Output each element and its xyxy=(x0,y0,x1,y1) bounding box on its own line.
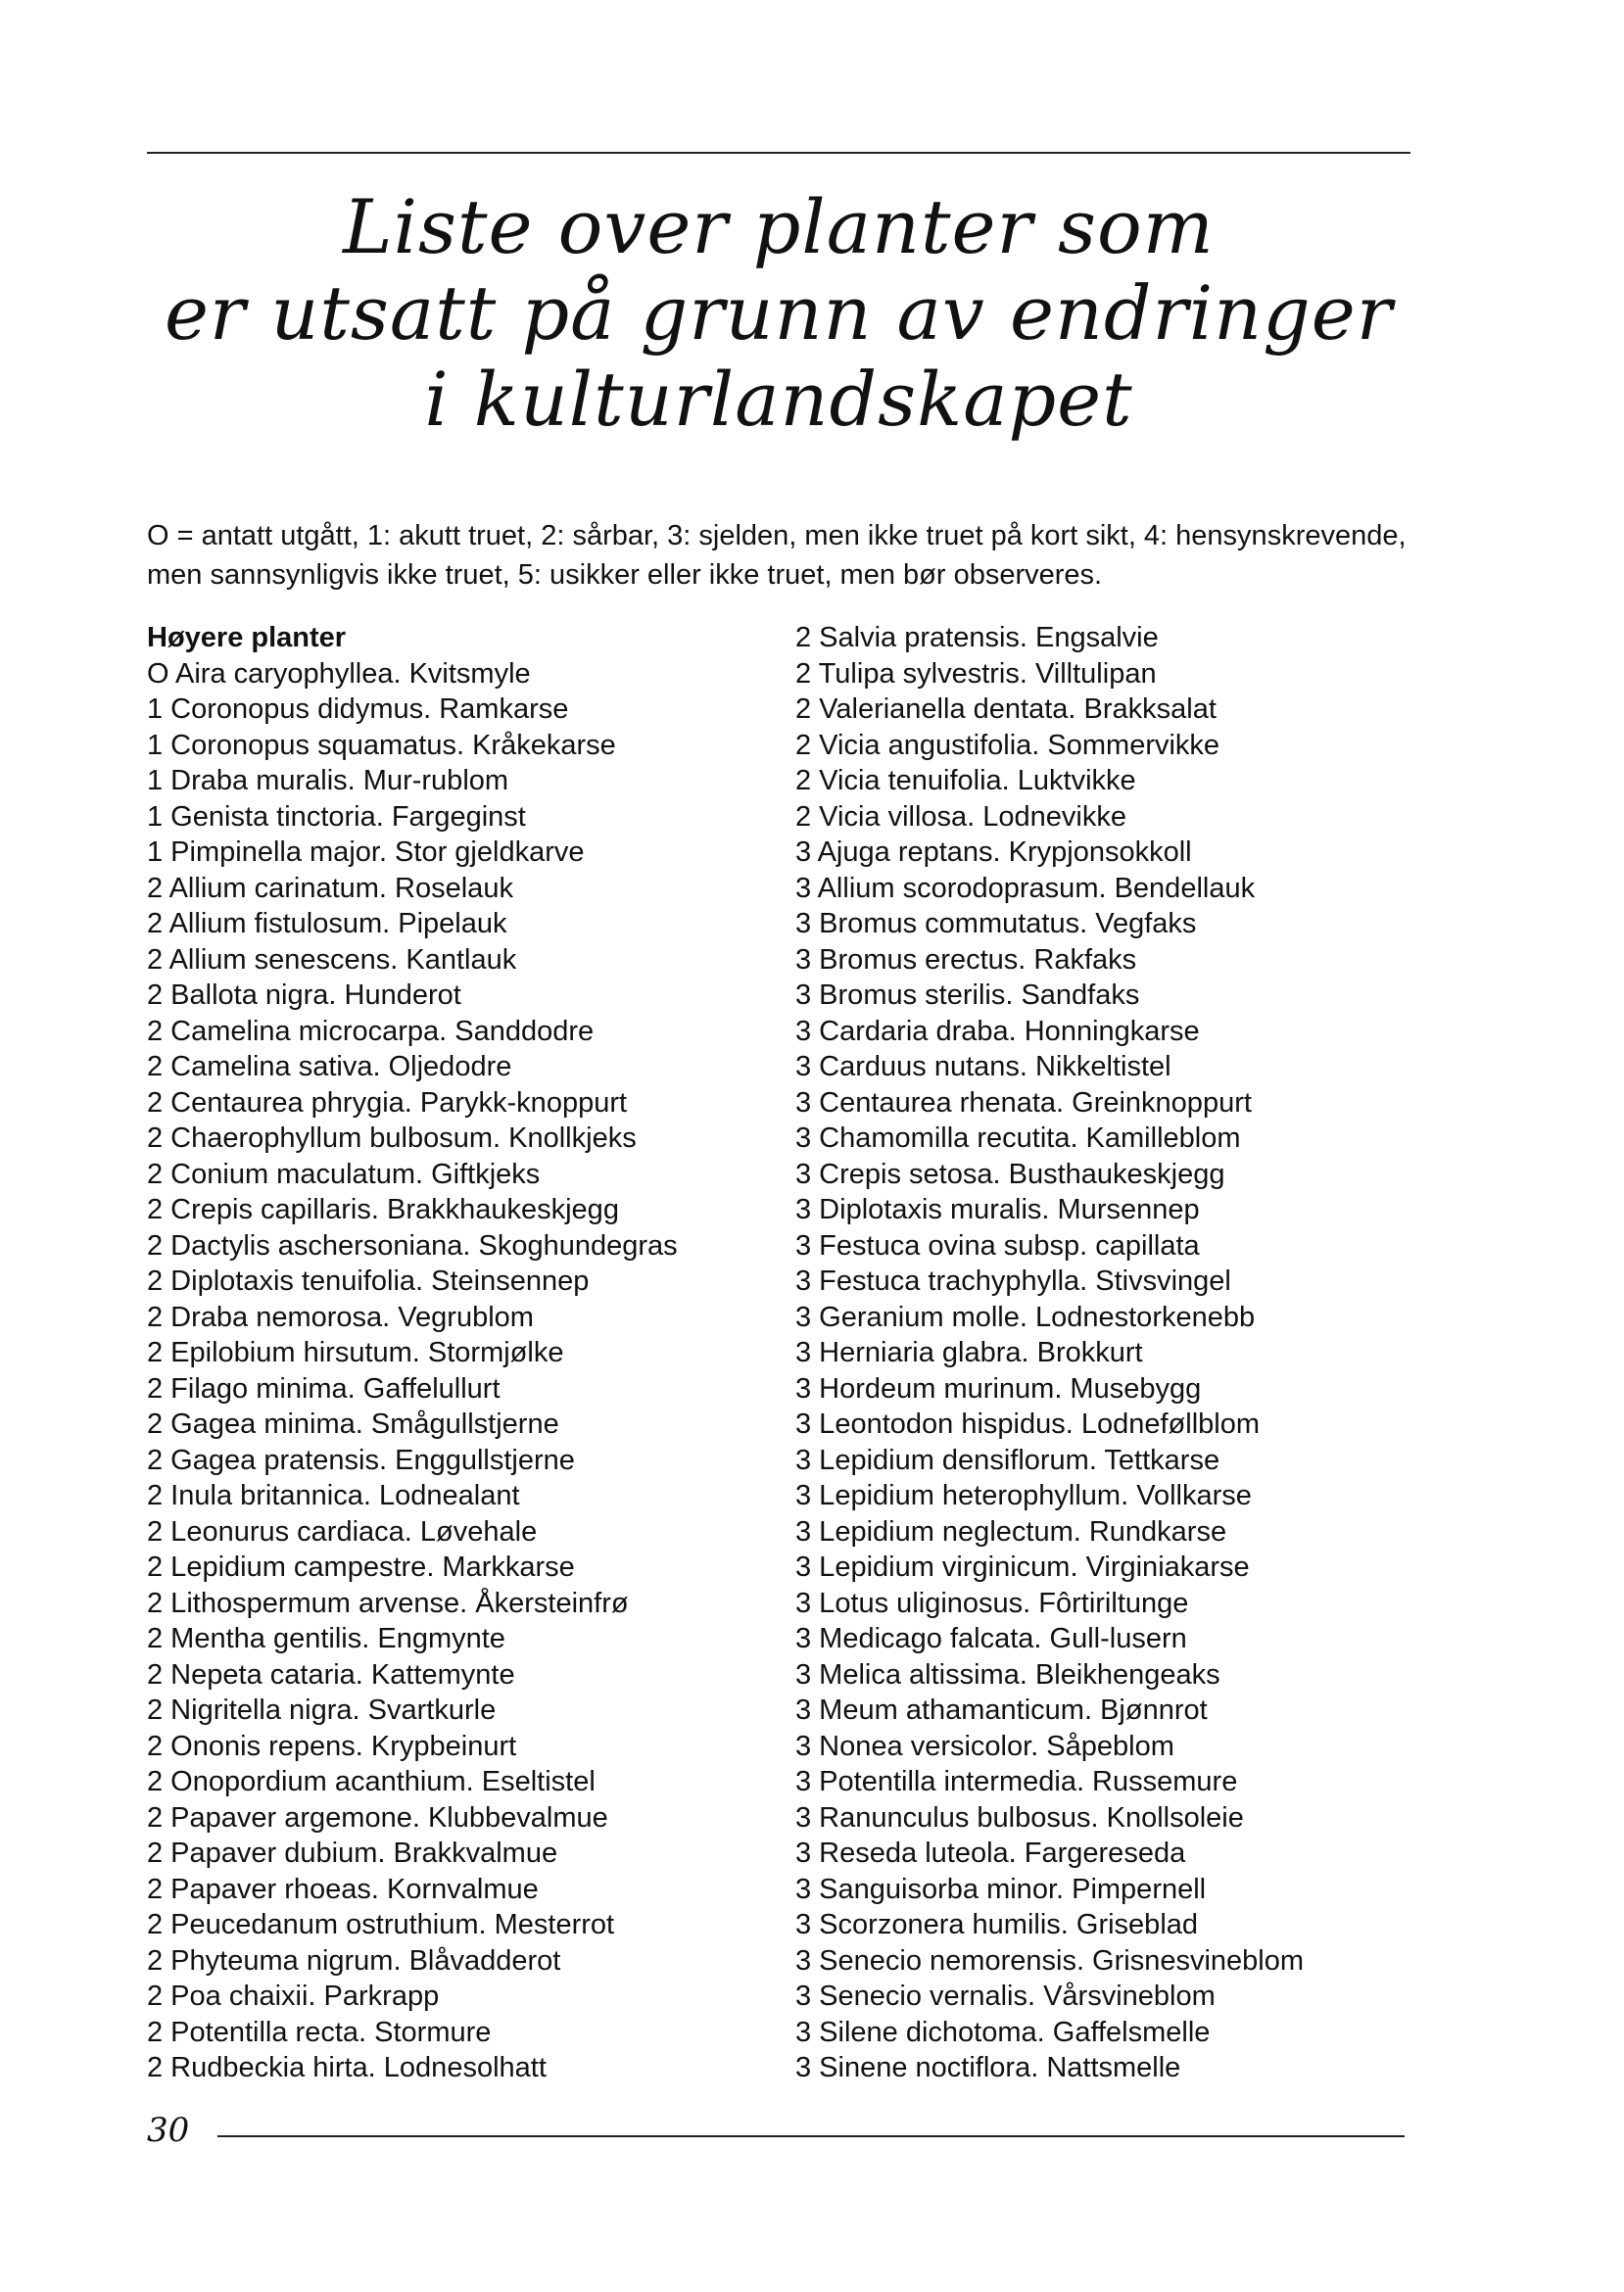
plant-list-item: 2 Salvia pratensis. Engsalvie xyxy=(795,622,1159,653)
plant-list-item: 3 Festuca trachyphylla. Stivsvingel xyxy=(795,1265,1231,1297)
plant-list-item: 2 Rudbeckia hirta. Lodnesolhatt xyxy=(147,2052,547,2083)
plant-list-item: 3 Carduus nutans. Nikkeltistel xyxy=(795,1051,1171,1082)
plant-list-item: 1 Genista tinctoria. Fargeginst xyxy=(147,800,526,833)
plant-list-item: 2 Poa chaixii. Parkrapp xyxy=(147,1981,440,2012)
plant-list-item: 3 Lepidium virginicum. Virginiakarse xyxy=(795,1552,1250,1583)
plant-list-item: 2 Lepidium campestre. Markkarse xyxy=(147,1552,575,1583)
plant-list-item: 2 Valerianella dentata. Brakksalat xyxy=(795,693,1217,725)
plant-list-item: 3 Lotus uliginosus. Fôrtiriltunge xyxy=(795,1587,1189,1619)
legend-line: men sannsynligvis ikke truet, 5: usikker eller ikke truet, men bør observeres. xyxy=(147,559,1103,591)
plant-list-item: 3 Lepidium heterophyllum. Vollkarse xyxy=(795,1480,1252,1511)
title-line: i kulturlandskapet xyxy=(424,356,1133,443)
plant-list-item: 2 Gagea minima. Smågullstjerne xyxy=(147,1409,559,1440)
plant-list-item: 3 Lepidium densiflorum. Tettkarse xyxy=(795,1444,1220,1476)
plant-list-item: 2 Allium senescens. Kantlauk xyxy=(147,943,517,976)
plant-list-item: 3 Potentilla intermedia. Russemure xyxy=(795,1766,1238,1797)
plant-list-item: 3 Senecio nemorensis. Grisnesvineblom xyxy=(795,1944,1305,1977)
threat-category-legend xyxy=(147,516,1420,595)
title-line: er utsatt på grunn av endringer xyxy=(164,269,1394,357)
plant-list-item: 2 Gagea pratensis. Enggullstjerne xyxy=(147,1444,575,1476)
plant-list-item: 2 Nigritella nigra. Svartkurle xyxy=(147,1695,497,1726)
plant-list-item: 2 Ballota nigra. Hunderot xyxy=(147,979,461,1011)
plant-list-item: 3 Geranium molle. Lodnestorkenebb xyxy=(795,1301,1256,1333)
plant-list-item: 3 Lepidium neglectum. Rundkarse xyxy=(795,1515,1227,1548)
plant-list-item: 2 Papaver rhoeas. Kornvalmue xyxy=(147,1873,539,1905)
plant-list-item: 2 Ononis repens. Krypbeinurt xyxy=(147,1730,517,1762)
plant-list-item: 3 Chamomilla recutita. Kamilleblom xyxy=(795,1122,1241,1154)
top-rule xyxy=(147,152,1410,154)
plant-list-item: 2 Epilobium hirsutum. Stormjølke xyxy=(147,1337,564,1368)
plant-list-item: 2 Lithospermum arvense. Åkersteinfrø xyxy=(147,1587,629,1619)
legend-line: O = antatt utgått, 1: akutt truet, 2: sårbar, 3: sjelden, men ikke truet på kort sikt, 4: hensynskrevende, xyxy=(147,520,1407,551)
plant-list-item: 2 Papaver dubium. Brakkvalmue xyxy=(147,1838,558,1869)
plant-list-item: 1 Coronopus didymus. Ramkarse xyxy=(147,693,569,725)
plant-list-item: 3 Meum athamanticum. Bjønnrot xyxy=(795,1695,1208,1726)
plant-list-item: 3 Bromus sterilis. Sandfaks xyxy=(795,979,1140,1011)
plant-list-item: 2 Allium carinatum. Roselauk xyxy=(147,872,513,904)
plant-list-item: 2 Onopordium acanthium. Eseltistel xyxy=(147,1766,596,1797)
plant-list-item: 2 Allium fistulosum. Pipelauk xyxy=(147,908,507,939)
plant-list-item: 3 Diplotaxis muralis. Mursennep xyxy=(795,1194,1200,1225)
plant-list-item: 3 Reseda luteola. Fargereseda xyxy=(795,1838,1186,1869)
plant-list-item: 2 Tulipa sylvestris. Villtulipan xyxy=(795,657,1157,690)
plant-list-item: 3 Festuca ovina subsp. capillata xyxy=(795,1229,1200,1262)
title-line: Liste over planter som xyxy=(343,183,1215,270)
plant-list-item: 3 Ranunculus bulbosus. Knollsoleie xyxy=(795,1801,1244,1834)
plant-list-right-column xyxy=(795,620,1422,2086)
plant-list-item: 2 Mentha gentilis. Engmynte xyxy=(147,1623,505,1654)
plant-list-item: 2 Diplotaxis tenuifolia. Steinsennep xyxy=(147,1265,590,1297)
plant-list-item: 3 Crepis setosa. Busthaukeskjegg xyxy=(795,1158,1225,1190)
plant-list-item: 3 Sinene noctiflora. Nattsmelle xyxy=(795,2052,1181,2083)
plant-list-left-column xyxy=(147,620,774,2086)
plant-list-item: 2 Phyteuma nigrum. Blåvadderot xyxy=(147,1944,561,1977)
plant-list-item: 2 Vicia villosa. Lodnevikke xyxy=(795,800,1126,833)
plant-list-item: 2 Nepeta cataria. Kattemynte xyxy=(147,1658,515,1691)
plant-list-item: 2 Filago minima. Gaffelullurt xyxy=(147,1372,501,1405)
page-title xyxy=(147,184,1410,443)
plant-list-item: 2 Potentilla recta. Stormure xyxy=(147,2016,492,2048)
plant-list-item: 2 Peucedanum ostruthium. Mesterrot xyxy=(147,1909,615,1940)
plant-list-item: 3 Bromus erectus. Rakfaks xyxy=(795,943,1137,976)
plant-list-item: 3 Scorzonera humilis. Griseblad xyxy=(795,1909,1199,1940)
plant-list-item: 1 Draba muralis. Mur-rublom xyxy=(147,765,509,796)
plant-list-item: 2 Crepis capillaris. Brakkhaukeskjegg xyxy=(147,1194,619,1225)
plant-list-item: 2 Centaurea phrygia. Parykk-knoppurt xyxy=(147,1086,628,1119)
plant-list-item: 2 Dactylis aschersoniana. Skoghundegras xyxy=(147,1229,678,1262)
plant-list-item: 3 Ajuga reptans. Krypjonsokkoll xyxy=(795,836,1192,868)
plant-list-item: 3 Allium scorodoprasum. Bendellauk xyxy=(795,872,1256,904)
plant-list-item: 2 Inula britannica. Lodnealant xyxy=(147,1480,520,1511)
plant-list-item: 2 Leonurus cardiaca. Løvehale xyxy=(147,1515,538,1548)
plant-list-item: 2 Chaerophyllum bulbosum. Knollkjeks xyxy=(147,1122,637,1154)
plant-list-item: 1 Pimpinella major. Stor gjeldkarve xyxy=(147,836,585,868)
plant-list-item: 3 Leontodon hispidus. Lodneføllblom xyxy=(795,1409,1260,1440)
plant-list-item: 2 Camelina microcarpa. Sanddodre xyxy=(147,1015,595,1047)
plant-list-item: 1 Coronopus squamatus. Kråkekarse xyxy=(147,729,616,761)
plant-list-item: 2 Conium maculatum. Giftkjeks xyxy=(147,1158,541,1190)
plant-list-item: 3 Herniaria glabra. Brokkurt xyxy=(795,1337,1143,1368)
plant-list-item: 3 Melica altissima. Bleikhengeaks xyxy=(795,1658,1220,1691)
plant-list-item: 3 Cardaria draba. Honningkarse xyxy=(795,1015,1200,1047)
plant-list-item: 3 Silene dichotoma. Gaffelsmelle xyxy=(795,2016,1211,2048)
plant-list-item: 3 Hordeum murinum. Musebygg xyxy=(795,1372,1202,1405)
plant-list-item: 3 Centaurea rhenata. Greinknoppurt xyxy=(795,1086,1252,1119)
plant-list-item: 3 Senecio vernalis. Vårsvineblom xyxy=(795,1981,1216,2012)
plant-list-item: 2 Camelina sativa. Oljedodre xyxy=(147,1051,512,1082)
plant-list-item: 3 Bromus commutatus. Vegfaks xyxy=(795,908,1197,939)
page-number: 30 xyxy=(147,2111,190,2150)
plant-list-item: 3 Nonea versicolor. Såpeblom xyxy=(795,1730,1174,1762)
plant-list-item: 2 Papaver argemone. Klubbevalmue xyxy=(147,1801,608,1834)
plant-list-item: 3 Medicago falcata. Gull-lusern xyxy=(795,1623,1187,1654)
bottom-rule xyxy=(217,2135,1405,2137)
plant-list-item: 2 Vicia tenuifolia. Luktvikke xyxy=(795,765,1136,796)
plant-list-item: O Aira caryophyllea. Kvitsmyle xyxy=(147,657,531,690)
plant-list-item: 3 Sanguisorba minor. Pimpernell xyxy=(795,1873,1207,1905)
plant-list-item: 2 Draba nemorosa. Vegrublom xyxy=(147,1301,534,1333)
plant-list-item: 2 Vicia angustifolia. Sommervikke xyxy=(795,729,1220,761)
section-heading: Høyere planter xyxy=(147,622,347,653)
